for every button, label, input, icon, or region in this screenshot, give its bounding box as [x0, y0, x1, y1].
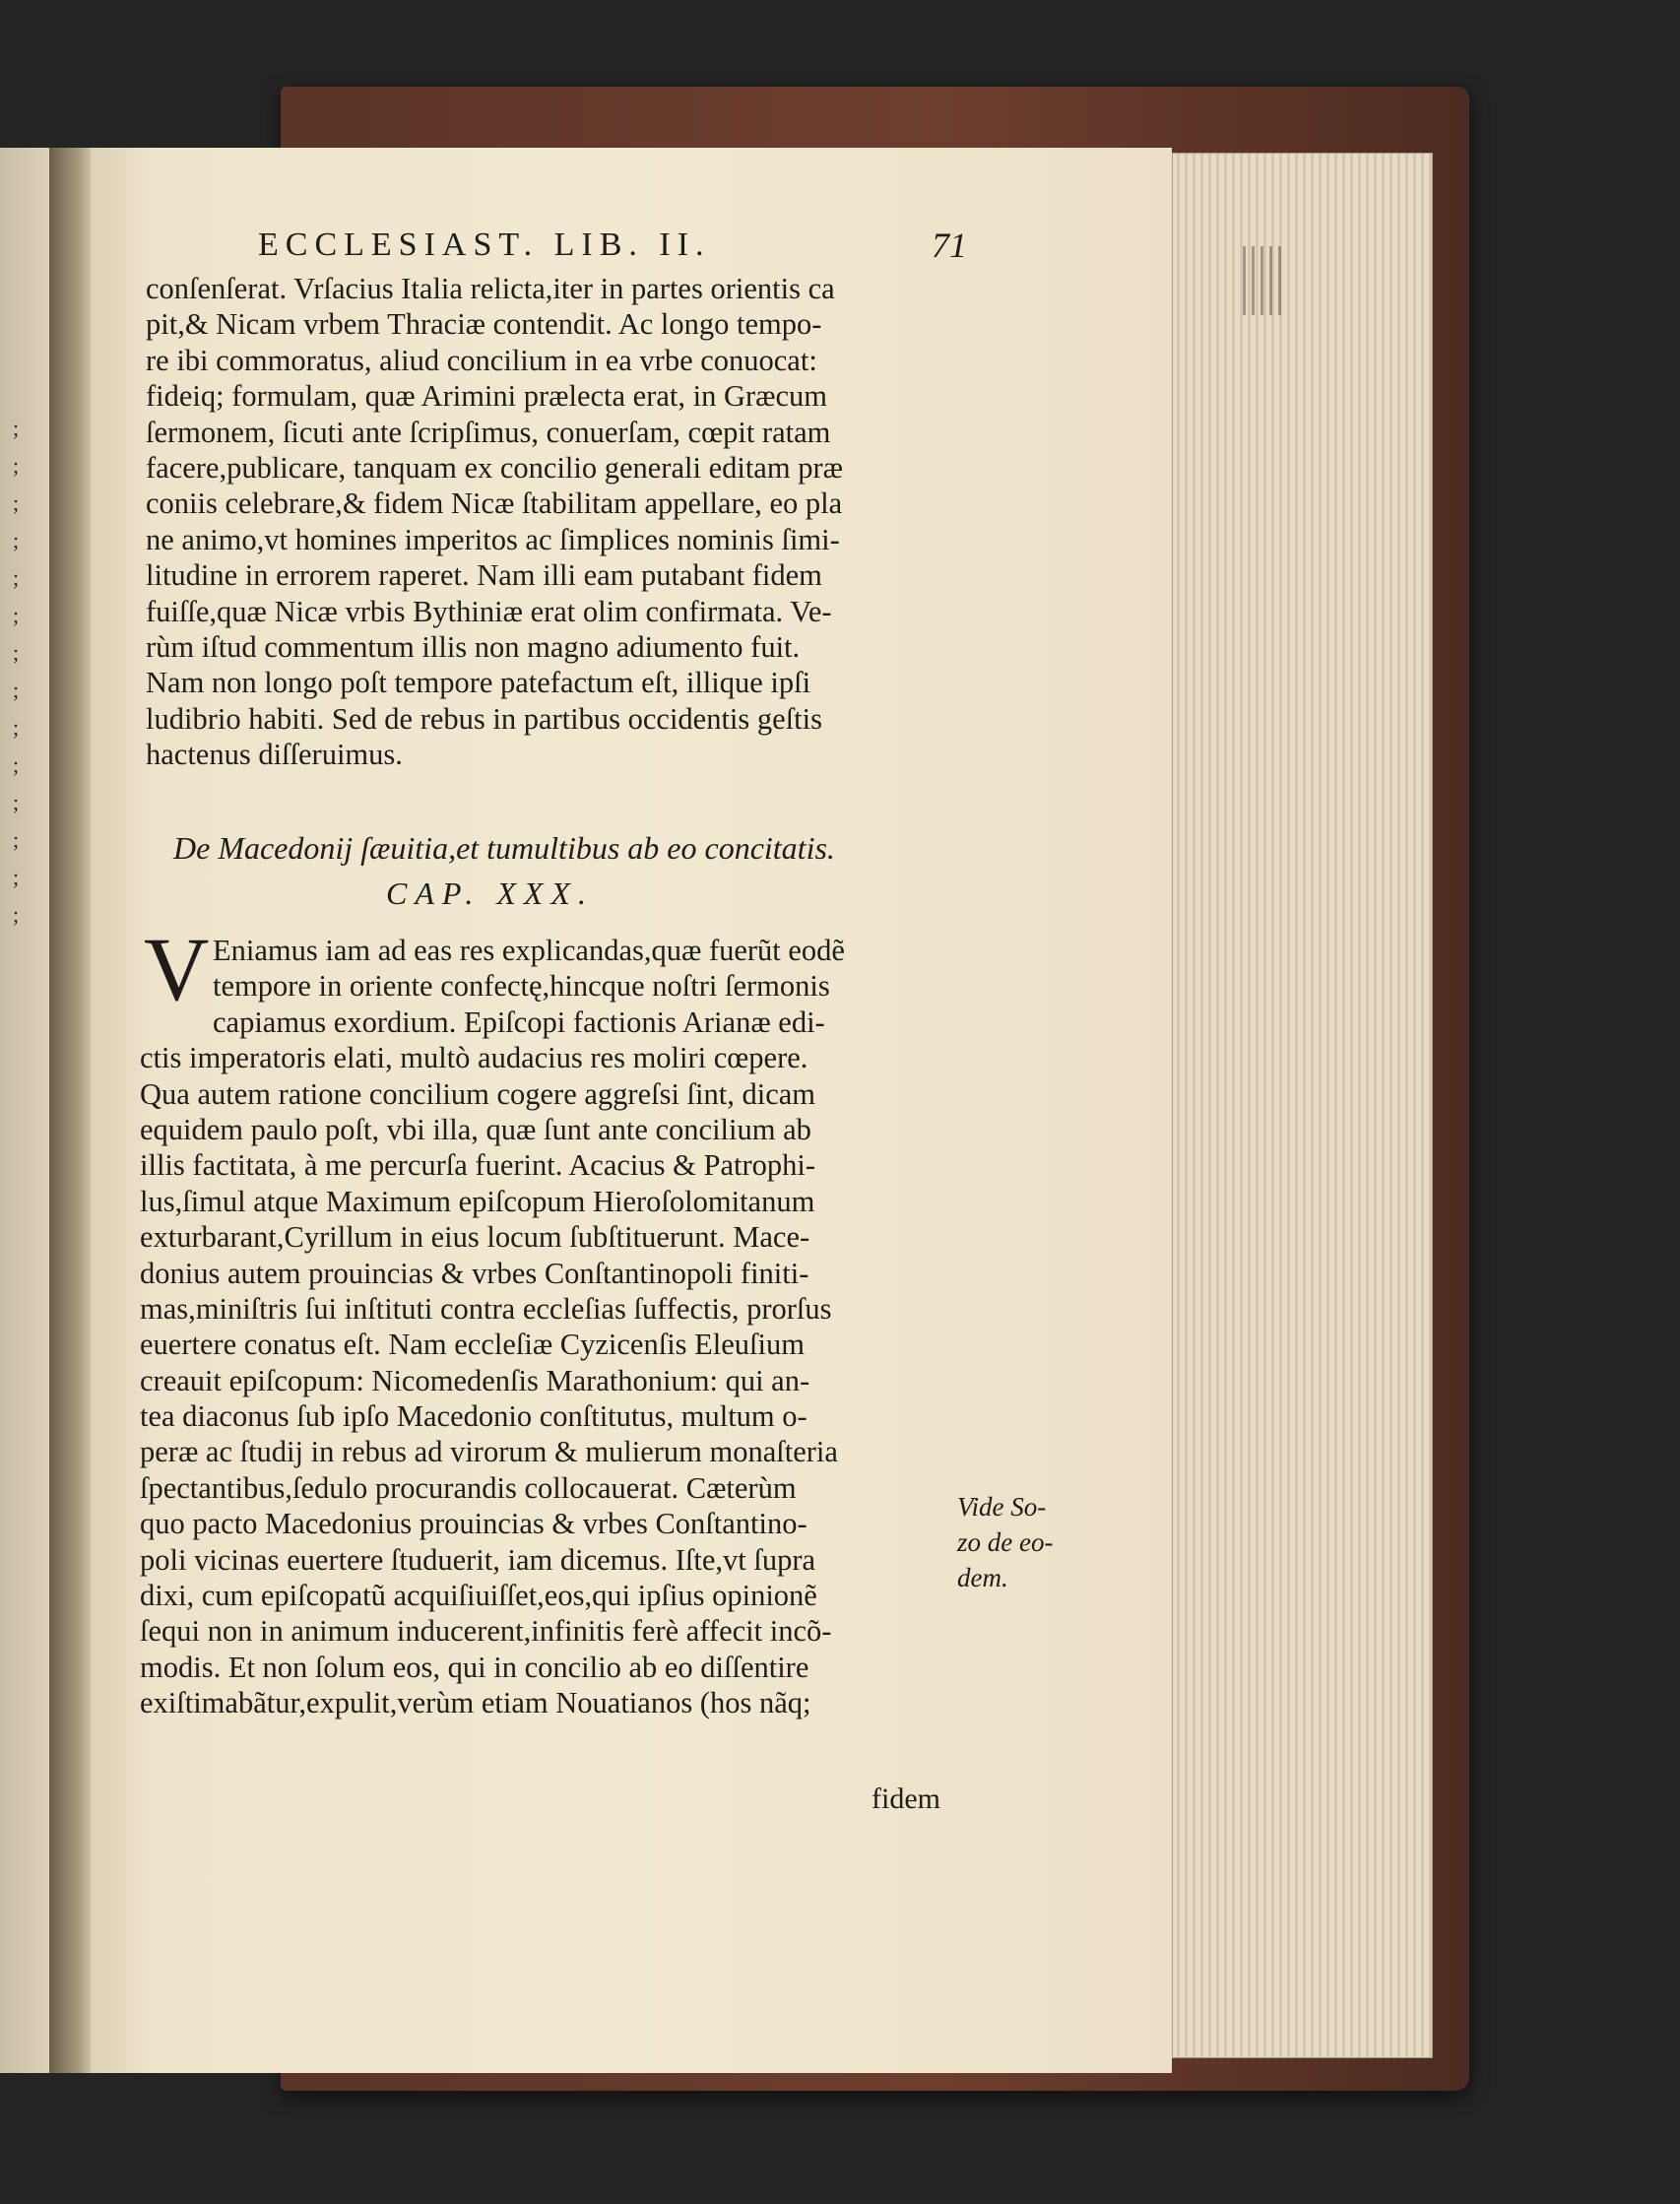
text-line: Eniamus iam ad eas res explicandas,quæ fuerũt eodẽ	[213, 934, 845, 967]
running-title: ECCLESIAST. LIB. II.	[258, 227, 711, 263]
text-line: ſpectantibus,ſedulo procurandis collocauerat. Cæterùm	[140, 1470, 797, 1505]
text-line: ne animo,vt homines imperitos ac ſimplices nominis ſimi-	[146, 522, 840, 556]
left-mark: ;	[12, 715, 20, 740]
text-line: hactenus diſſeruimus.	[146, 738, 403, 772]
text-line: Qua autem ratione concilium cogere aggreſsi ſint, dicam	[140, 1076, 815, 1111]
left-mark: ;	[12, 528, 20, 552]
text-line: ſermonem, ſicuti ante ſcripſimus, conuerſam, cœpit ratam	[146, 415, 831, 449]
text-line: ctis imperatoris elati, multò audacius res moliri cœpere.	[140, 1041, 808, 1075]
text-line: modis. Et non ſolum eos, qui in concilio ab eo diſſentire	[140, 1650, 809, 1684]
text-line: conſenſerat. Vrſacius Italia relicta,iter in partes orientis ca	[146, 272, 835, 305]
text-line: facere,publicare, tanquam ex concilio generali editam præ	[146, 450, 843, 485]
body-text-top	[146, 271, 963, 772]
left-page-marks	[6, 416, 26, 940]
page-edges	[1172, 153, 1433, 2058]
chapter-heading: De Macedonij ſæuitia,et tumultibus ab eo concitatis.	[173, 830, 835, 866]
text-line: exiſtimabãtur,expulit,verùm etiam Nouatianos (hos nãq;	[140, 1686, 811, 1720]
text-line: fideiq; formulam, quæ Arimini prælecta erat, in Græcum	[146, 379, 828, 414]
left-mark: ;	[12, 827, 20, 852]
text-line: tea diaconus ſub ipſo Macedonio conſtitutus, multum o-	[140, 1399, 808, 1434]
running-header	[258, 227, 967, 264]
left-mark: ;	[12, 640, 20, 665]
text-line: donius autem prouincias & vrbes Conſtantinopoli finiti-	[140, 1256, 809, 1290]
text-line: ludibrio habiti. Sed de rebus in partibus occidentis geſtis	[146, 701, 822, 736]
text-line: illis factitata, à me percurſa fuerint. Acacius & Patrophi-	[140, 1148, 815, 1183]
text-line: euertere conatus eſt. Nam eccleſiæ Cyzicenſis Eleuſium	[140, 1328, 805, 1362]
text-line: litudine in errorem raperet. Nam illi eam putabant fidem	[146, 558, 822, 593]
left-mark: ;	[12, 902, 20, 927]
text-line: lus,ſimul atque Maximum epiſcopum Hieroſolomitanum	[140, 1184, 815, 1218]
text-line: tempore in oriente confectę,hincque noſtri ſermonis	[213, 969, 830, 1004]
margin-note-line: dem.	[957, 1563, 1008, 1592]
left-mark: ;	[12, 453, 20, 478]
text-line: quo pacto Macedonius prouincias & vrbes Conſtantino-	[140, 1507, 808, 1541]
text-line: dixi, cum epiſcopatũ acquiſiuiſſet,eos,qui ipſius opinionẽ	[140, 1579, 817, 1613]
edge-stain	[1243, 246, 1282, 315]
left-mark: ;	[12, 790, 20, 814]
text-line: peræ ac ſtudij in rebus ad virorum & mulierum monaſteria	[140, 1435, 838, 1469]
text-line: ſequi non in animum inducerent,infinitis ferè affecit incõ-	[140, 1614, 832, 1649]
text-line: pit,& Nicam vrbem Thraciæ contendit. Ac longo tempo-	[146, 307, 822, 342]
text-line: mas,miniſtris ſui inſtituti contra eccleſias ſuffectis, prorſus	[140, 1291, 832, 1326]
left-mark: ;	[12, 678, 20, 702]
margin-note-line: zo de eo-	[957, 1527, 1054, 1557]
text-line: rùm iſtud commentum illis non magno adiumento fuit.	[146, 629, 801, 664]
chapter-number: CAP. XXX.	[386, 875, 594, 911]
page-number: 71	[932, 226, 967, 265]
text-line: re ibi commoratus, aliud concilium in ea vrbe conuocat:	[146, 343, 817, 377]
left-mark: ;	[12, 603, 20, 627]
left-mark: ;	[12, 565, 20, 590]
text-line: capiamus exordium. Epiſcopi factionis Arianæ edi-	[213, 1005, 825, 1039]
text-line: equidem paulo poſt, vbi illa, quæ ſunt ante concilium ab	[140, 1112, 811, 1146]
text-line: exturbarant,Cyrillum in eius locum ſubſtituerunt. Mace-	[140, 1220, 810, 1255]
text-line: Nam non longo poſt tempore patefactum eſt, illique ipſi	[146, 666, 811, 700]
margin-note	[957, 1489, 1085, 1595]
text-line: creauit epiſcopum: Nicomedenſis Marathonium: qui an-	[140, 1363, 810, 1397]
catchword: fidem	[872, 1783, 940, 1815]
margin-note-line: Vide So-	[957, 1492, 1047, 1522]
left-mark: ;	[12, 416, 20, 440]
drop-cap: V	[144, 919, 210, 1019]
text-line: poli vicinas euertere ſtuduerit, iam dicemus. Iſte,vt ſupra	[140, 1542, 816, 1577]
text-line: fuiſſe,quæ Nicæ vrbis Bythiniæ erat olim confirmata. Ve-	[146, 594, 832, 628]
left-mark: ;	[12, 490, 20, 515]
body-text-bottom	[140, 933, 967, 1721]
left-mark: ;	[12, 865, 20, 889]
left-mark: ;	[12, 752, 20, 777]
text-line: coniis celebrare,& fidem Nicæ ſtabilitam appellare, eo pla	[146, 486, 843, 521]
